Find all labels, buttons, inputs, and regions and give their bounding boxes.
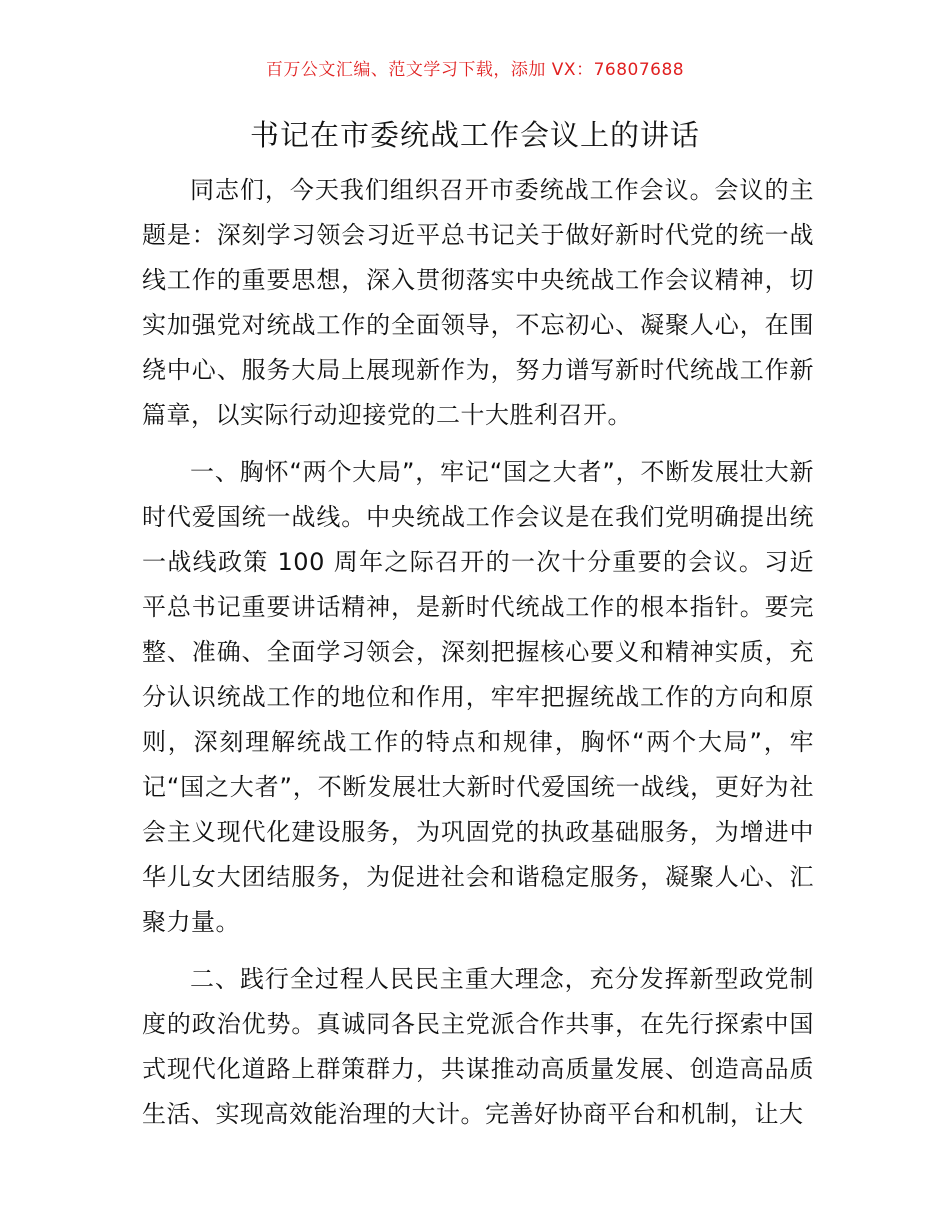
paragraph-section-two: 二、践行全过程人民民主重大理念，充分发挥新型政党制度的政治优势。真诚同各民主党派合作共事，在先行探索中国式现代化道路上群策群力，共谋推动高质量发展、创造高品质生活、实现高效能治理的大计。完善好协商平台和机制，让大	[142, 965, 814, 1128]
paragraph-intro: 同志们，今天我们组织召开市委统战工作会议。会议的主题是：深刻学习领会习近平总书记关于做好新时代党的统一战线工作的重要思想，深入贯彻落实中央统战工作会议精神，切实加强党对统战工作的全面领导，不忘初心、凝聚人心，在围绕中心、服务大局上展现新作为，努力谱写新时代统战工作新篇章，以实际行动迎接党的二十大胜利召开。	[142, 176, 814, 429]
header-watermark-note: 百万公文汇编、范文学习下载，添加 VX：76807688	[265, 60, 685, 80]
document-body	[142, 168, 814, 1149]
document-title: 书记在市委统战工作会议上的讲话	[249, 118, 700, 152]
paragraph-section-one: 一、胸怀“两个大局”，牢记“国之大者”，不断发展壮大新时代爱国统一战线。中央统战工作会议是在我们党明确提出统一战线政策 100 周年之际召开的一次十分重要的会议。习近平总书记重要讲话精神，是新时代统战工作的根本指针。要完整、准确、全面学习领会，深刻把握核心要义和精神实质，充分认识统战工作的地位和作用，牢牢把握统战工作的方向和原则，深刻理解统战工作的特点和规律，胸怀“两个大局”，牢记“国之大者”，不断发展壮大新时代爱国统一战线，更好为社会主义现代化建设服务，为巩固党的执政基础服务，为增进中华儿女大团结服务，为促进社会和谐稳定服务，凝聚人心、汇聚力量。	[142, 458, 814, 936]
